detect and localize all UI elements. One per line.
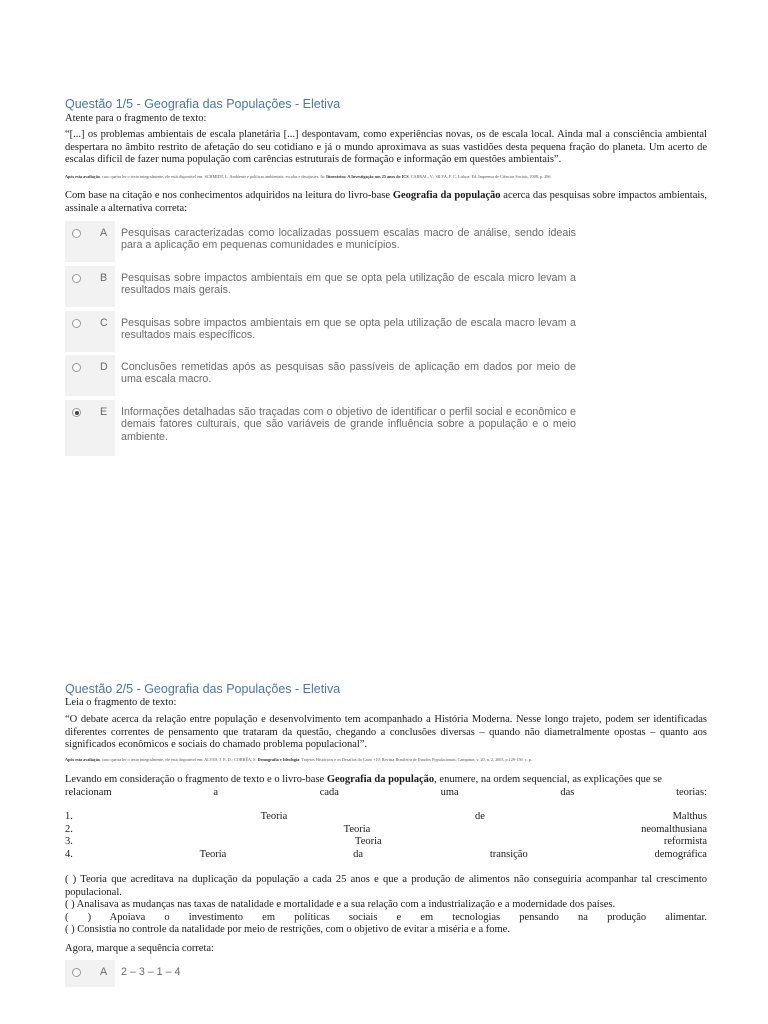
citation-body: , caso queira ler o texto integralmente, ele está disponível em: ALVES, J. E. D.; CORRÊA, S. (99, 757, 258, 762)
citation-tail: : Trajetos Históricos e os Desafios do Cairo +10. Revista Brasileira de Estudos Populacionais, Campinas, v. 20, n. 2, 2003, p.129-156. c. p. (299, 757, 532, 762)
option-a[interactable] (65, 960, 580, 987)
question-1-intro: Atente para o fragmento de texto: (65, 113, 207, 124)
radio-button[interactable] (72, 363, 81, 372)
theory-number: 1. (65, 811, 73, 822)
theory-3 (65, 836, 707, 847)
option-b[interactable] (65, 266, 580, 307)
theory-1 (65, 811, 707, 822)
option-text: Informações detalhadas são traçadas com o objetivo de identificar o perfil social e econômico e demais fatores culturais, que são variáveis de grande influência sobre a população e o meio ambiente. (121, 406, 576, 443)
option-text: Conclusões remetidas após as pesquisas são passíveis de aplicação em dados por meio de uma escala macro. (121, 361, 576, 386)
prompt-text: , enumere, na ordem sequencial, as explicações que se (434, 774, 662, 785)
citation-body: , caso queira ler o texto integralmente, ele está disponível em: SCHMIDT, L. Ambiente e políticas ambientais: escalas e desajustes. In: (99, 174, 327, 179)
question-1-quote: “[...] os problemas ambientais de escala planetária [...] despontavam, como experiências novas, os de escala local. Ainda mal a consciência ambiental despertara no âmbito restrito de afetação do seu cotidiano e já o mundo aproximava as suas vastidões desta pequena fração do planeta. Um acerto de escalas difícil de fazer numa população com carências estruturais de formação e informação em questões ambientais”. (65, 129, 707, 166)
word: Teoria (355, 836, 382, 847)
word: relacionam (65, 787, 112, 798)
prompt-text: Levando em consideração o fragmento de texto e o livro-base (65, 774, 327, 785)
option-a[interactable] (65, 221, 580, 262)
question-2-prompt-line-2 (65, 787, 707, 798)
prompt-text: acerca das pesquisas sobre impactos ambientais, assinale a alternativa correta: (65, 190, 708, 214)
citation-tail: . CABRAL, V.; SILVA, F. C. Lisboa: Ed. Imprensa de Ciências Sociais, 2008, p. 296. (408, 174, 552, 179)
statement-4: ( ) Consistia no controle da natalidade por meio de restrições, com o objetivo de evitar a miséria e a fome. (65, 924, 510, 935)
theory-number: 4. (65, 849, 73, 860)
option-letter: C (100, 317, 108, 329)
option-d[interactable] (65, 355, 580, 396)
word: cada (319, 787, 339, 798)
theory-4 (65, 849, 707, 860)
question-1-citation (65, 174, 707, 179)
option-letter: A (100, 227, 108, 239)
word: Teoria (260, 811, 288, 822)
book-title: Geografia da população (392, 190, 501, 201)
radio-button-selected[interactable] (72, 408, 81, 417)
radio-button[interactable] (72, 968, 81, 977)
question-2-quote: “O debate acerca da relação entre população e desenvolvimento tem acompanhado a História Moderna. Nesse longo trajeto, podem ser identificadas diferentes correntes de pensamento que trataram da questão, chegando a conclusões diversas – quando não diametralmente opostas – quanto aos significados econômicos e sociais do chamado problema populacional”. (65, 714, 707, 751)
question-2-intro: Leia o fragmento de texto: (65, 697, 177, 708)
theory-number: 2. (65, 824, 73, 835)
question-2-sequence-prompt: Agora, marque a sequência correta: (65, 943, 214, 954)
question-2-citation (65, 757, 707, 762)
word: neomalthusiana (641, 824, 707, 835)
option-letter: E (100, 406, 108, 418)
radio-button[interactable] (72, 274, 81, 283)
question-1-title: Questão 1/5 - Geografia das Populações - Eletiva (65, 97, 341, 111)
word: demográfica (654, 849, 707, 860)
citation-lead: Após esta avaliação (65, 757, 100, 762)
citation-lead: Após esta avaliação (65, 174, 100, 179)
word: teorias: (676, 787, 707, 798)
word: de (474, 811, 485, 822)
word: a (213, 787, 218, 798)
question-1-prompt (65, 190, 707, 215)
option-letter: A (100, 966, 108, 978)
theory-2 (65, 824, 707, 835)
option-text: 2 – 3 – 1 – 4 (121, 966, 181, 978)
option-text: Pesquisas sobre impactos ambientais em que se opta pela utilização de escala macro levam a resultados mais específicos. (121, 317, 576, 342)
option-c[interactable] (65, 311, 580, 352)
word: Teoria (199, 849, 227, 860)
citation-work: Demografia e Ideologia (257, 757, 300, 762)
question-2-prompt (65, 774, 707, 787)
option-text: Pesquisas sobre impactos ambientais em que se opta pela utilização de escala micro levam a resultados mais gerais. (121, 272, 576, 297)
question-2-title: Questão 2/5 - Geografia das Populações - Eletiva (65, 682, 341, 696)
option-text: Pesquisas caracterizadas como localizadas possuem escalas macro de análise, sendo ideais para a aplicação em pequenas comunidades e municípios. (121, 227, 576, 252)
word: da (353, 849, 364, 860)
option-letter: D (100, 361, 108, 373)
word: transição (489, 849, 528, 860)
word: uma (440, 787, 459, 798)
word: reformista (663, 836, 707, 847)
radio-button[interactable] (72, 229, 81, 238)
citation-work: Itinerários: A Investigação nos 25 anos do ICS (326, 174, 409, 179)
prompt-text: Com base na citação e nos conhecimentos adquiridos na leitura do livro-base (65, 190, 393, 201)
theory-number: 3. (65, 836, 73, 847)
book-title: Geografia da população (326, 774, 435, 785)
word: Teoria (343, 824, 371, 835)
statement-2: ( ) Analisava as mudanças nas taxas de natalidade e mortalidade e a sua relação com a industrialização e a modernidade dos países. (65, 899, 616, 910)
statement-3: ( ) Apoiava o investimento em políticas sociais e em tecnologias pensando na produção alimentar. (65, 912, 707, 923)
option-e[interactable] (65, 400, 580, 456)
word: das (560, 787, 575, 798)
statement-1: ( ) Teoria que acreditava na duplicação da população a cada 25 anos e que a produção de alimentos não conseguiria acompanhar tal crescimento populacional. (65, 874, 707, 898)
option-letter: B (100, 272, 108, 284)
word: Malthus (672, 811, 707, 822)
radio-button[interactable] (72, 319, 81, 328)
